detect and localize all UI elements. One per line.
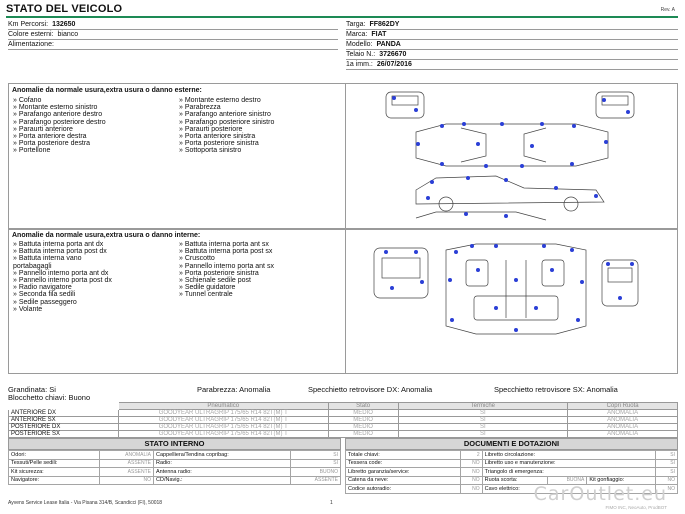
- tyres-header-row: [9, 403, 678, 410]
- stato-interno-heading: STATO INTERNO: [8, 438, 341, 450]
- title-rule: [6, 16, 678, 18]
- internal-list-col2: » Battuta interna porta ant sx » Battuta interna porta post sx » Cruscotto » Pannello interno porta ant sx » Porta posteriore sinistra » Schienale sedile post » Sedile guidatore » Tunnel centrale: [179, 241, 274, 299]
- alimentazione-row: Alimentazione:: [8, 40, 338, 50]
- table-row: POSTERIORE SX GOODYEAR ULTRAGRIP 175/65 R14 82T(M) T MEDIO SI ANOMALIA: [9, 431, 678, 438]
- page-number: 1: [330, 500, 333, 506]
- vehicle-info-left: [8, 20, 338, 50]
- external-list-col1: » Cofano » Montante esterno sinistro » Parafango anteriore destro » Parafango posteriore destro » Paraurti anteriore » Porta anteriore destra » Porta posteriore destra » Portellone: [13, 97, 106, 155]
- tyres-header-copri: Copri Ruota: [568, 403, 678, 410]
- external-car-diagram: [345, 84, 677, 228]
- car-interior-drawing: [346, 230, 678, 373]
- external-heading: Anomalie da normale usura,extra usura o danno esterne:: [12, 87, 202, 94]
- internal-list-col1: » Battuta interna porta ant dx » Battuta interna porta post dx » Battuta interna vano portabagagli » Pannello interno porta ant dx » Pannello interno porta post dx » Radio navigatore » Seconda fila sedili » Sedile passeggero » Volante: [13, 241, 112, 313]
- immatricolazione-row: 1a imm.: 26/07/2016: [346, 60, 678, 70]
- table-row: ANTERIORE DX GOODYEAR ULTRAGRIP 175/65 R14 82T(M) T MEDIO SI ANOMALIA: [9, 410, 678, 417]
- km-row: Km Percorsi: 132650: [8, 20, 338, 30]
- blocchetto-status: Blocchetto chiavi: Buono: [8, 393, 91, 402]
- telaio-row: Telaio N.: 3726670: [346, 50, 678, 60]
- table-row: Codice autoradio: NO Cavo elettrico: NO: [346, 485, 678, 494]
- page-title: STATO DEL VEICOLO: [6, 3, 123, 15]
- table-row: POSTERIORE DX GOODYEAR ULTRAGRIP 175/65 R14 82T(M) T MEDIO SI ANOMALIA: [9, 424, 678, 431]
- table-row: Kit sicurezza: ASSENTE Antenna radio: BUONO: [9, 468, 341, 477]
- marca-row: Marca: FIAT: [346, 30, 678, 40]
- table-row: Catena da neve: NO Ruota scorta: BUONA Kit gonfiaggio: NO: [346, 476, 678, 485]
- parabrezza-status: Parabrezza: Anomalia: [197, 385, 271, 394]
- colore-value: bianco: [57, 31, 79, 38]
- specchietto-dx-status: Specchietto retrovisore DX: Anomalia: [308, 385, 433, 394]
- km-value: 132650: [52, 21, 76, 28]
- targa-value: FF862DY: [369, 21, 400, 28]
- targa-row: Targa: FF862DY: [346, 20, 678, 30]
- tyres-header-pneumatico: Pneumatico: [118, 403, 328, 410]
- immatricolazione-value: 26/07/2016: [376, 61, 412, 68]
- modello-row: Modello: PANDA: [346, 40, 678, 50]
- tyres-header-stato: Stato: [328, 403, 398, 410]
- table-row: Navigatore: NO CD/Navig.: ASSENTE: [9, 476, 341, 485]
- watermark-logo: CarOutlet.eu: [533, 483, 667, 505]
- telaio-value: 3726670: [379, 51, 407, 58]
- table-row: Odori: ANOMALIA Cappelliera/Tendina copribag: SI: [9, 451, 341, 460]
- table-row: Tessuti/Pelle sedili: ASSENTE Radio: SI: [9, 459, 341, 468]
- internal-car-diagram: [345, 230, 677, 373]
- stato-interno-table: [8, 450, 341, 485]
- internal-heading: Anomalie da normale usura,extra usura o danno interne:: [12, 232, 201, 239]
- external-damage-panel: [8, 83, 678, 229]
- specchietto-sx-status: Specchietto retrovisore SX: Anomalia: [494, 385, 618, 394]
- marca-value: FIAT: [371, 31, 387, 38]
- table-row: Libretto garanzia/service: NO Triangolo di emergenza: SI: [346, 468, 678, 477]
- vehicle-info-right: [346, 20, 678, 70]
- revision-label: Rev. A: [660, 7, 675, 13]
- documenti-heading: DOCUMENTI E DOTAZIONI: [345, 438, 678, 450]
- stato-interno-box: [8, 438, 341, 485]
- grandinata-status: Grandinata: Si: [8, 385, 56, 394]
- modello-value: PANDA: [376, 41, 401, 48]
- colore-row: Colore esterni: bianco: [8, 30, 338, 40]
- footer-address: Ayvens Service Lease Italia - Via Pisana 314/B, Scandicci (FI), 50018: [8, 500, 163, 506]
- external-list-col2: » Montante esterno destro » Parabrezza » Parafango anteriore sinistro » Parafango posteriore sinistro » Paraurti posteriore » Porta anteriore sinistra » Porta posteriore sinistra » Sottoporta sinistro: [179, 97, 275, 155]
- table-row: Tessera code: NO Libretto uso e manutenzione: SI: [346, 459, 678, 468]
- tyres-header-termiche: Termiche: [398, 403, 568, 410]
- table-row: Totale chiavi: 2 Libretto circolazione: SI: [346, 451, 678, 460]
- watermark-subtext: FIMO INC, NeoAuto, ProdBOT: [605, 505, 667, 510]
- table-row: ANTERIORE SX GOODYEAR ULTRAGRIP 175/65 R14 82T(M) T MEDIO SI ANOMALIA: [9, 417, 678, 424]
- car-exterior-drawing: [346, 84, 678, 228]
- internal-damage-panel: [8, 229, 678, 374]
- tyres-table: [8, 402, 678, 438]
